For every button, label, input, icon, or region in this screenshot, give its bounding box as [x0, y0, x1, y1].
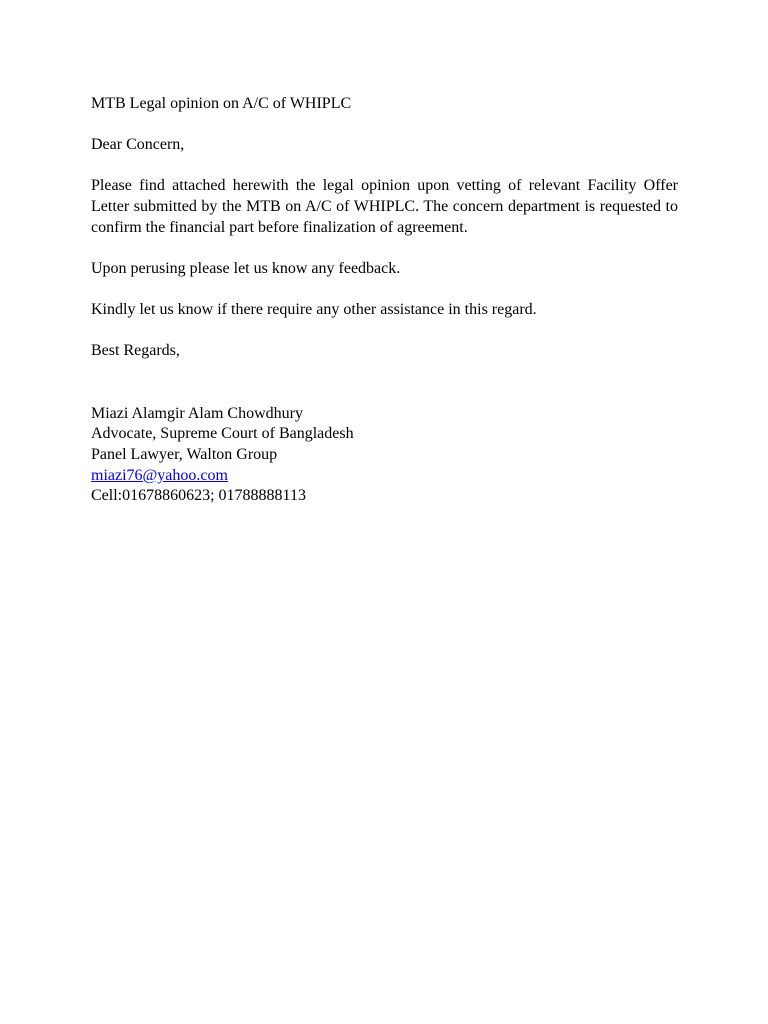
signature-title: Advocate, Supreme Court of Bangladesh — [91, 425, 354, 443]
signature-block — [91, 404, 678, 508]
letter-closing: Best Regards, — [91, 342, 180, 360]
signature-role: Panel Lawyer, Walton Group — [91, 446, 278, 464]
letter-salutation: Dear Concern, — [91, 136, 185, 154]
letter-paragraph-attachment: Please find attached herewith the legal opinion upon vetting of relevant Facility Offer Letter submitted by the MTB on A/C of WHIPLC. The concern department is requested to confirm the financial part before finalization of agreement. — [91, 177, 678, 236]
letter-paragraph-assistance: Kindly let us know if there require any other assistance in this regard. — [91, 301, 537, 319]
letter-body — [91, 94, 678, 507]
letter-paragraph-feedback: Upon perusing please let us know any feedback. — [91, 260, 401, 278]
letter-subject: MTB Legal opinion on A/C of WHIPLC — [91, 95, 352, 112]
signature-phone: Cell:01678860623; 01788888113 — [91, 487, 306, 505]
signature-email-link[interactable]: miazi76@yahoo.com — [91, 466, 228, 484]
signature-name: Miazi Alamgir Alam Chowdhury — [91, 404, 303, 422]
